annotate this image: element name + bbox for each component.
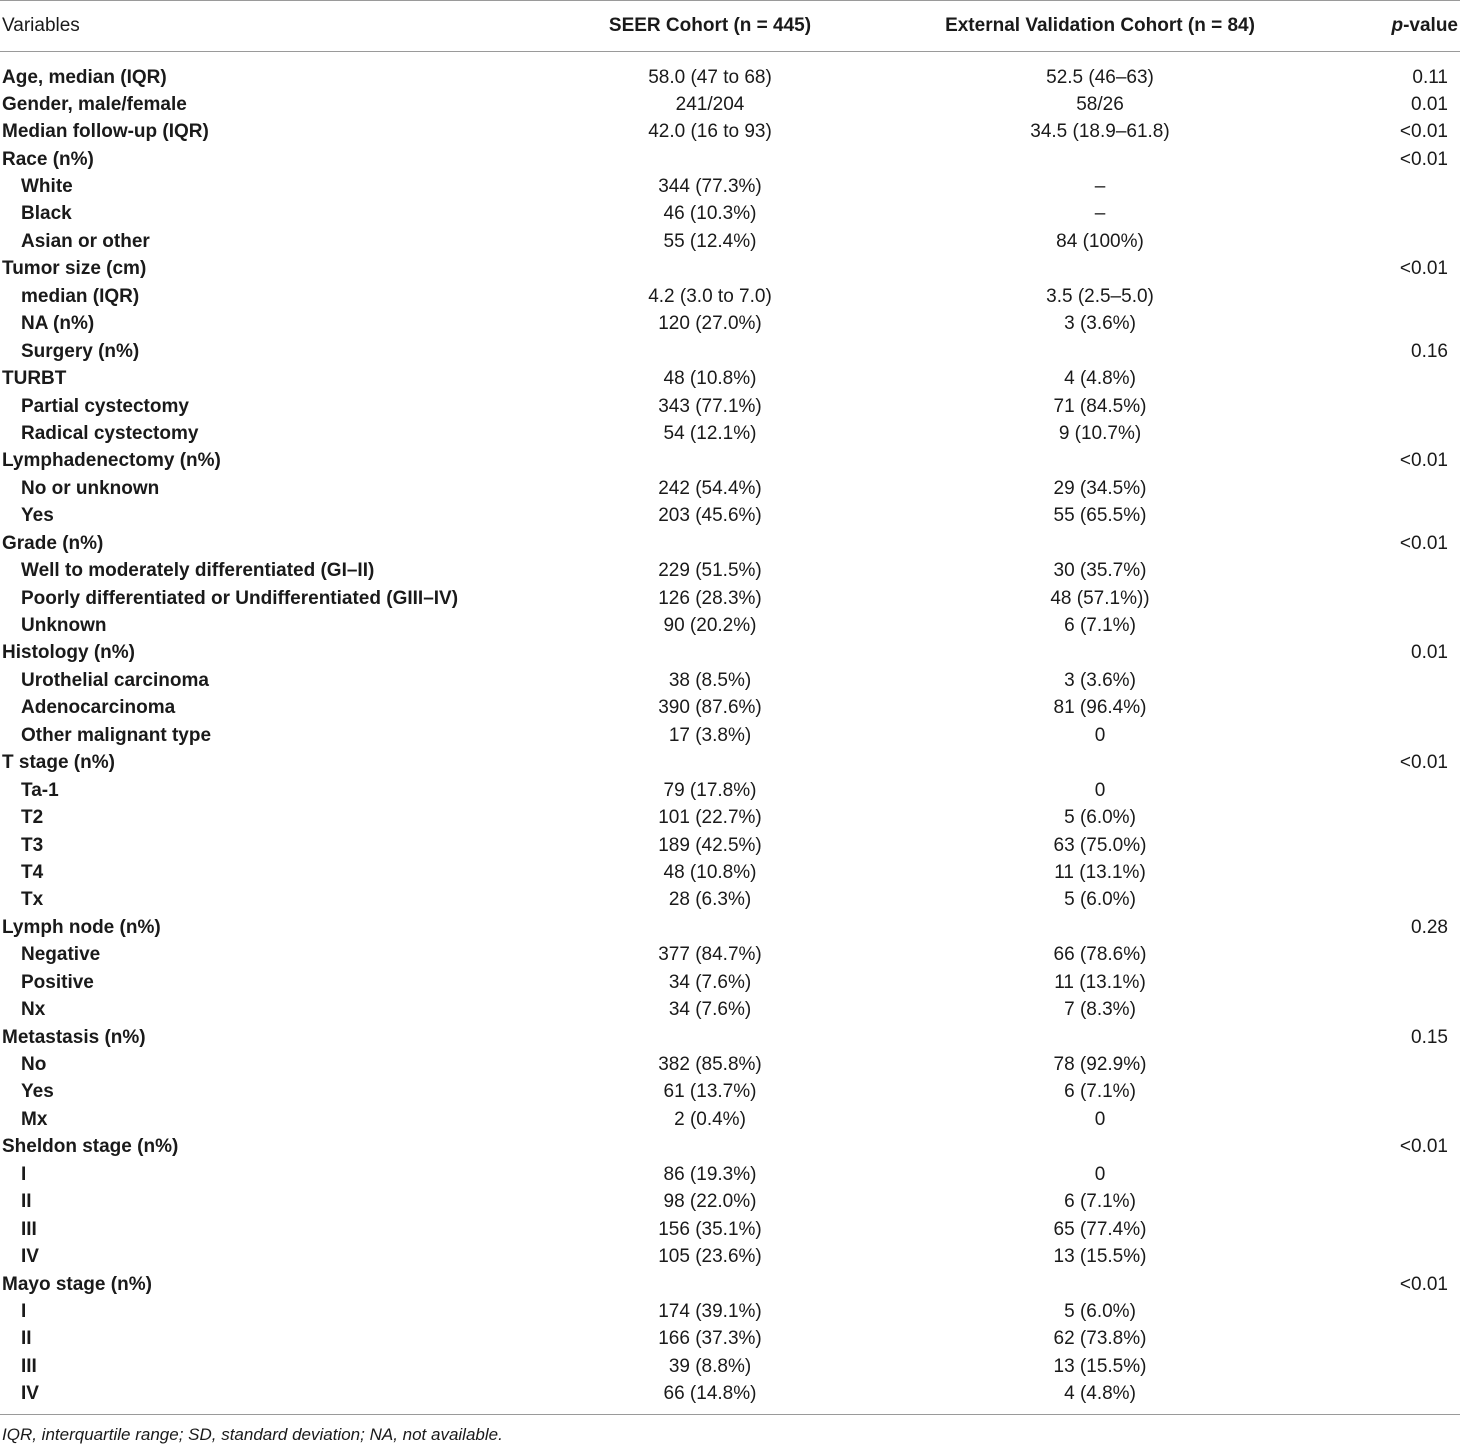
table-row (0, 942, 1460, 969)
cell-p-value: 0.01 (1411, 93, 1448, 115)
cell-p-value: 0.11 (1412, 66, 1448, 88)
cell-seer-value: 166 (37.3%) (658, 1328, 762, 1350)
table-row (0, 1024, 1460, 1051)
table-row (0, 1134, 1460, 1161)
table-row (0, 365, 1460, 392)
cell-p-value (1355, 1106, 1460, 1133)
cell-variable: Median follow-up (IQR) (2, 121, 209, 143)
cell-external-value: 81 (96.4%) (1053, 697, 1147, 719)
cell-external-value: 29 (34.5%) (1053, 477, 1147, 499)
table-row (0, 804, 1460, 831)
table-row (0, 640, 1460, 667)
cell-variable: TURBT (2, 368, 67, 390)
cell-external-value (845, 146, 1355, 173)
header-p-italic: p (1391, 15, 1404, 36)
cell-external-value (845, 1271, 1355, 1298)
cell-seer-value: 58.0 (47 to 68) (648, 66, 772, 88)
cell-external-value (845, 530, 1355, 557)
cell-external-value: 6 (7.1%) (1064, 1081, 1136, 1103)
cell-external-value (845, 338, 1355, 365)
cell-external-value: 84 (100%) (1056, 230, 1144, 252)
cell-seer-value: 98 (22.0%) (663, 1191, 757, 1213)
table-row (0, 1353, 1460, 1380)
cell-seer-value: 4.2 (3.0 to 7.0) (648, 285, 772, 307)
cell-seer-value (575, 256, 845, 283)
cell-external-value: 5 (6.0%) (1064, 807, 1136, 829)
cell-p-value (1355, 887, 1460, 914)
cell-variable: Other malignant type (21, 724, 212, 746)
table-row (0, 503, 1460, 530)
table-row (0, 612, 1460, 639)
header-external-validation-cohort: External Validation Cohort (n = 84) (845, 1, 1355, 52)
cell-p-value (1355, 996, 1460, 1023)
cell-variable: Race (n%) (2, 148, 94, 170)
table-row (0, 52, 1460, 92)
cell-p-value (1355, 1353, 1460, 1380)
cell-external-value (845, 1134, 1355, 1161)
table-row (0, 146, 1460, 173)
table-row (0, 996, 1460, 1023)
table-row (0, 1079, 1460, 1106)
cell-variable: median (IQR) (21, 285, 140, 307)
cell-variable: I (21, 1163, 27, 1185)
cell-variable: Black (21, 203, 72, 225)
cell-external-value: 4 (4.8%) (1064, 368, 1136, 390)
cell-seer-value (575, 640, 845, 667)
cell-p-value (1355, 1189, 1460, 1216)
cell-external-value: 52.5 (46–63) (1046, 66, 1154, 88)
cell-variable: Grade (n%) (2, 532, 104, 554)
cell-seer-value: 90 (20.2%) (663, 615, 757, 637)
table-row (0, 1381, 1460, 1415)
cell-seer-value: 343 (77.1%) (658, 395, 762, 417)
cell-seer-value (575, 1024, 845, 1051)
cell-external-value: 0 (1094, 1108, 1106, 1130)
cell-variable: Negative (21, 944, 101, 966)
cell-external-value: 4 (4.8%) (1064, 1383, 1136, 1405)
cell-seer-value (575, 146, 845, 173)
cell-external-value (845, 448, 1355, 475)
cell-p-value (1355, 777, 1460, 804)
header-row (0, 1, 1460, 52)
cell-seer-value (575, 530, 845, 557)
cell-variable: Lymph node (n%) (2, 916, 161, 938)
cell-p-value (1355, 667, 1460, 694)
cell-variable: Metastasis (n%) (2, 1026, 146, 1048)
cell-external-value: 48 (57.1%)) (1050, 587, 1150, 609)
cell-p-value (1355, 695, 1460, 722)
cell-seer-value: 390 (87.6%) (658, 697, 762, 719)
cell-p-value: <0.01 (1399, 752, 1448, 774)
header-seer-cohort: SEER Cohort (n = 445) (575, 1, 845, 52)
cell-p-value (1355, 1161, 1460, 1188)
cell-p-value: <0.01 (1399, 121, 1448, 143)
cell-seer-value: 34 (7.6%) (668, 999, 752, 1021)
cell-external-value: 66 (78.6%) (1053, 944, 1147, 966)
cell-external-value: 55 (65.5%) (1053, 505, 1147, 527)
table-row (0, 914, 1460, 941)
cell-p-value (1355, 1079, 1460, 1106)
cell-external-value: 34.5 (18.9–61.8) (1030, 121, 1170, 143)
cell-variable: III (21, 1355, 37, 1377)
cell-external-value: 62 (73.8%) (1053, 1328, 1147, 1350)
table-row (0, 859, 1460, 886)
cell-variable: IV (21, 1383, 39, 1405)
cell-seer-value: 38 (8.5%) (668, 669, 752, 691)
cell-external-value: 0 (1094, 1163, 1106, 1185)
cell-p-value: 0.01 (1411, 642, 1448, 664)
cell-p-value (1355, 475, 1460, 502)
cell-external-value: 13 (15.5%) (1053, 1246, 1147, 1268)
cell-external-value: 0 (1094, 724, 1106, 746)
cell-p-value: <0.01 (1399, 258, 1448, 280)
cell-external-value: – (1094, 176, 1106, 198)
cell-p-value (1355, 1051, 1460, 1078)
cell-variable: Mayo stage (n%) (2, 1273, 152, 1295)
cell-variable: Urothelial carcinoma (21, 669, 209, 691)
table-row (0, 228, 1460, 255)
cell-seer-value: 55 (12.4%) (663, 230, 757, 252)
cell-variable: II (21, 1328, 32, 1350)
table-row (0, 832, 1460, 859)
cell-variable: Surgery (n%) (21, 340, 140, 362)
cell-seer-value: 126 (28.3%) (658, 587, 762, 609)
cell-external-value: 71 (84.5%) (1053, 395, 1147, 417)
cell-variable: I (21, 1300, 27, 1322)
cell-seer-value: 242 (54.4%) (658, 477, 762, 499)
cell-seer-value: 105 (23.6%) (658, 1246, 762, 1268)
cell-seer-value: 344 (77.3%) (658, 176, 762, 198)
cell-variable: Mx (21, 1108, 48, 1130)
cell-p-value (1355, 969, 1460, 996)
table-row (0, 311, 1460, 338)
footnote: IQR, interquartile range; SD, standard deviation; NA, not available. (0, 1415, 1460, 1448)
cell-variable: Positive (21, 971, 94, 993)
cell-external-value (845, 640, 1355, 667)
cell-p-value (1355, 420, 1460, 447)
table-row (0, 1161, 1460, 1188)
cell-variable: Histology (n%) (2, 642, 135, 664)
cell-variable: Adenocarcinoma (21, 697, 176, 719)
cell-variable: Gender, male/female (2, 93, 187, 115)
cell-p-value (1355, 612, 1460, 639)
cell-p-value (1355, 1298, 1460, 1325)
cell-seer-value (575, 338, 845, 365)
cell-p-value (1355, 1326, 1460, 1353)
cell-seer-value: 79 (17.8%) (663, 779, 757, 801)
cell-variable: T3 (21, 834, 44, 856)
cell-seer-value: 241/204 (675, 93, 745, 115)
cell-seer-value (575, 448, 845, 475)
cell-variable: III (21, 1218, 37, 1240)
header-variables: Variables (0, 1, 575, 52)
cell-external-value: 6 (7.1%) (1064, 615, 1136, 637)
cell-variable: Poorly differentiated or Undifferentiated (GIII–IV) (21, 587, 459, 609)
cell-external-value: 30 (35.7%) (1053, 560, 1147, 582)
cell-seer-value: 42.0 (16 to 93) (648, 121, 772, 143)
cell-variable: T2 (21, 807, 44, 829)
table-row (0, 1106, 1460, 1133)
table-row (0, 722, 1460, 749)
cell-seer-value: 48 (10.8%) (663, 861, 757, 883)
table-row (0, 393, 1460, 420)
cell-seer-value (575, 914, 845, 941)
cell-seer-value (575, 1271, 845, 1298)
table-footer (0, 1415, 1460, 1448)
cell-external-value: 9 (10.7%) (1058, 422, 1142, 444)
cell-p-value (1355, 832, 1460, 859)
cell-p-value (1355, 1216, 1460, 1243)
header-p-suffix: -value (1403, 15, 1458, 36)
cell-p-value: 0.16 (1411, 340, 1448, 362)
header-p-value (1355, 1, 1460, 52)
table-row (0, 1216, 1460, 1243)
cell-external-value: 65 (77.4%) (1053, 1218, 1147, 1240)
cell-external-value: 5 (6.0%) (1064, 889, 1136, 911)
table-row (0, 118, 1460, 145)
cell-seer-value: 101 (22.7%) (658, 807, 762, 829)
cell-p-value: <0.01 (1399, 1136, 1448, 1158)
cell-seer-value: 86 (19.3%) (663, 1163, 757, 1185)
cell-seer-value: 189 (42.5%) (658, 834, 762, 856)
table-row (0, 750, 1460, 777)
table-row (0, 777, 1460, 804)
cell-p-value (1355, 859, 1460, 886)
cell-p-value (1355, 1243, 1460, 1270)
cell-p-value (1355, 173, 1460, 200)
cell-p-value (1355, 365, 1460, 392)
table-row (0, 448, 1460, 475)
cell-external-value: – (1094, 203, 1106, 225)
cell-seer-value: 28 (6.3%) (668, 889, 752, 911)
cell-variable: Unknown (21, 615, 107, 637)
cell-variable: Age, median (IQR) (2, 66, 167, 88)
cell-variable: Yes (21, 505, 54, 527)
cell-seer-value: 46 (10.3%) (663, 203, 757, 225)
table-row (0, 173, 1460, 200)
cell-variable: Tumor size (cm) (2, 258, 147, 280)
cell-seer-value: 54 (12.1%) (663, 422, 757, 444)
cell-p-value (1355, 201, 1460, 228)
table-row (0, 201, 1460, 228)
table-row (0, 1189, 1460, 1216)
cell-variable: NA (n%) (21, 313, 95, 335)
cell-seer-value: 2 (0.4%) (674, 1108, 746, 1130)
table-row (0, 256, 1460, 283)
cell-external-value: 0 (1094, 779, 1106, 801)
cell-external-value: 6 (7.1%) (1064, 1191, 1136, 1213)
cell-external-value: 3.5 (2.5–5.0) (1046, 285, 1154, 307)
cell-seer-value: 382 (85.8%) (658, 1054, 762, 1076)
footnote-row (0, 1415, 1460, 1448)
cell-variable: Well to moderately differentiated (GI–II) (21, 560, 375, 582)
table-row (0, 91, 1460, 118)
table-row (0, 1051, 1460, 1078)
cell-variable: Yes (21, 1081, 54, 1103)
table-row (0, 1298, 1460, 1325)
table-row (0, 338, 1460, 365)
cell-seer-value: 229 (51.5%) (658, 560, 762, 582)
cell-variable: II (21, 1191, 32, 1213)
cell-p-value (1355, 283, 1460, 310)
cell-p-value: <0.01 (1399, 532, 1448, 554)
cell-variable: Radical cystectomy (21, 422, 199, 444)
table-header (0, 1, 1460, 52)
cell-variable: Sheldon stage (n%) (2, 1136, 179, 1158)
cell-external-value (845, 914, 1355, 941)
table-row (0, 969, 1460, 996)
table-row (0, 1326, 1460, 1353)
cell-variable: Tx (21, 889, 44, 911)
table-row (0, 1271, 1460, 1298)
cell-p-value (1355, 942, 1460, 969)
cell-external-value: 58/26 (1076, 93, 1124, 115)
cell-external-value (845, 750, 1355, 777)
cell-external-value: 63 (75.0%) (1053, 834, 1147, 856)
cell-seer-value: 61 (13.7%) (663, 1081, 757, 1103)
cell-p-value (1355, 503, 1460, 530)
table-row (0, 557, 1460, 584)
table-row (0, 1243, 1460, 1270)
cell-external-value (845, 1024, 1355, 1051)
table-row (0, 420, 1460, 447)
cell-seer-value (575, 1134, 845, 1161)
cell-external-value: 5 (6.0%) (1064, 1300, 1136, 1322)
cell-p-value: <0.01 (1399, 1273, 1448, 1295)
cell-external-value: 11 (13.1%) (1054, 861, 1146, 883)
cell-seer-value: 174 (39.1%) (658, 1300, 762, 1322)
cell-external-value: 78 (92.9%) (1053, 1054, 1147, 1076)
cell-seer-value: 156 (35.1%) (658, 1218, 762, 1240)
cell-p-value (1355, 722, 1460, 749)
cell-variable: Partial cystectomy (21, 395, 189, 417)
cell-p-value: <0.01 (1399, 148, 1448, 170)
cell-variable: Lymphadenectomy (n%) (2, 450, 221, 472)
cell-seer-value: 120 (27.0%) (658, 313, 762, 335)
cell-external-value (845, 256, 1355, 283)
cell-variable: T4 (21, 861, 44, 883)
cell-p-value (1355, 228, 1460, 255)
cell-external-value: 7 (8.3%) (1064, 999, 1136, 1021)
cell-external-value: 3 (3.6%) (1064, 313, 1136, 335)
cell-external-value: 13 (15.5%) (1053, 1355, 1147, 1377)
cell-variable: White (21, 176, 73, 198)
table-row (0, 585, 1460, 612)
table-row (0, 475, 1460, 502)
table-row (0, 887, 1460, 914)
table-row (0, 695, 1460, 722)
cell-seer-value: 203 (45.6%) (658, 505, 762, 527)
cell-p-value (1355, 804, 1460, 831)
cell-p-value (1355, 557, 1460, 584)
cell-variable: T stage (n%) (2, 752, 115, 774)
cell-seer-value: 17 (3.8%) (668, 724, 752, 746)
cell-seer-value: 377 (84.7%) (658, 944, 762, 966)
cell-seer-value: 48 (10.8%) (663, 368, 757, 390)
cell-seer-value: 39 (8.8%) (668, 1355, 752, 1377)
cell-variable: No or unknown (21, 477, 160, 499)
table-row (0, 283, 1460, 310)
cell-variable: Ta-1 (21, 779, 59, 801)
cell-external-value: 3 (3.6%) (1064, 669, 1136, 691)
cell-variable: No (21, 1054, 47, 1076)
cell-variable: Nx (21, 999, 46, 1021)
cell-p-value: <0.01 (1399, 450, 1448, 472)
table-body (0, 52, 1460, 1415)
cell-seer-value (575, 750, 845, 777)
cell-p-value: 0.15 (1411, 1026, 1448, 1048)
cell-variable: IV (21, 1246, 39, 1268)
cell-p-value (1355, 1381, 1460, 1415)
cell-seer-value: 34 (7.6%) (668, 971, 752, 993)
cell-seer-value: 66 (14.8%) (663, 1383, 757, 1405)
cell-variable: Asian or other (21, 230, 150, 252)
table-row (0, 667, 1460, 694)
cell-p-value (1355, 393, 1460, 420)
cell-p-value (1355, 585, 1460, 612)
cell-p-value (1355, 311, 1460, 338)
cell-external-value: 11 (13.1%) (1054, 971, 1146, 993)
table-row (0, 530, 1460, 557)
cell-p-value: 0.28 (1411, 916, 1448, 938)
